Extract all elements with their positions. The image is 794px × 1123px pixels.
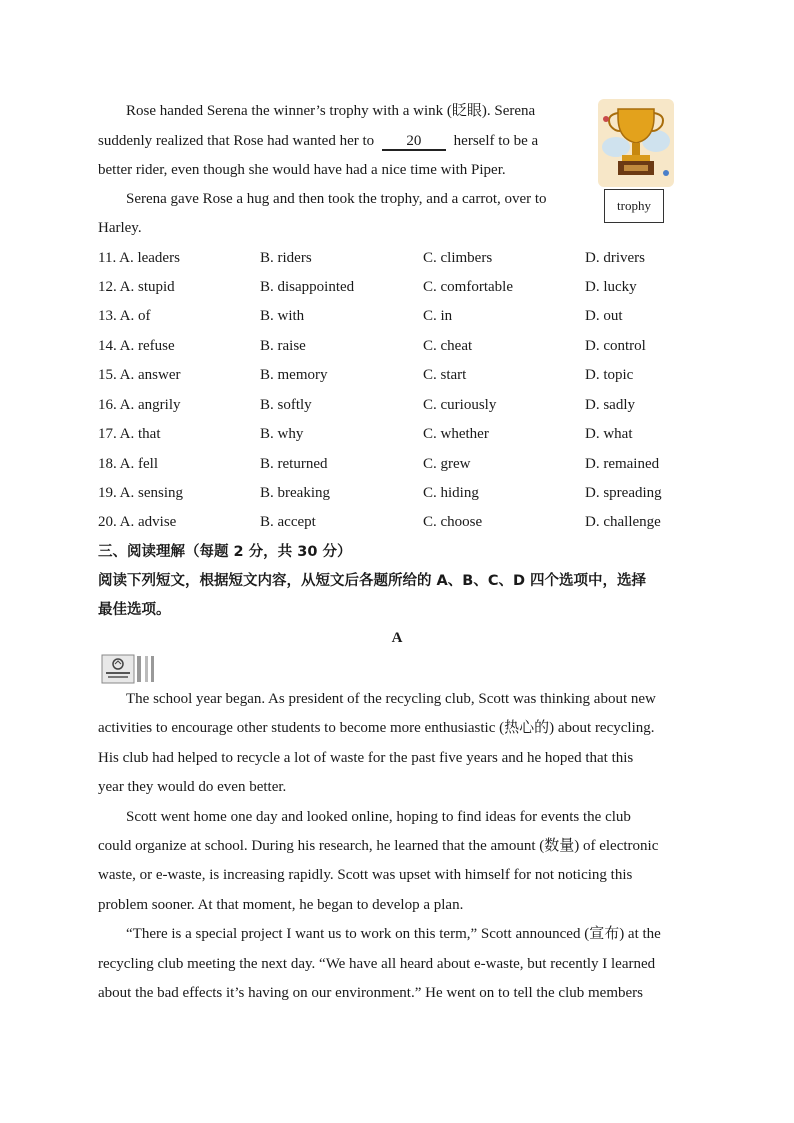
option-row	[98, 483, 698, 503]
option-row	[98, 248, 698, 268]
option-c: C. curiously	[423, 397, 497, 413]
section-instruction-2: 最佳选项。	[98, 602, 171, 618]
passage-line: problem sooner. At that moment, he began to develop a plan.	[98, 897, 464, 913]
passage-line: about the bad effects it’s having on our environment.” He went on to tell the club members	[98, 985, 643, 1001]
option-row	[98, 454, 698, 474]
option-a: 13. A. of	[98, 308, 151, 324]
option-c: C. choose	[423, 514, 483, 530]
option-a: 19. A. sensing	[98, 485, 184, 501]
story-line-2-end: herself to be a	[453, 133, 539, 149]
option-row	[98, 512, 698, 532]
option-c: C. climbers	[423, 250, 493, 266]
option-c: C. whether	[423, 426, 489, 442]
passage-label: A	[391, 630, 403, 646]
passage-line: “There is a special project I want us to work on this term,” Scott announced (宣布) at the	[126, 926, 661, 942]
option-d: D. out	[585, 308, 623, 324]
option-row	[98, 306, 698, 326]
passage-line: could organize at school. During his research, he learned that the amount (数量) of electronic	[98, 838, 659, 854]
trophy-caption: trophy	[604, 189, 664, 223]
option-c: C. comfortable	[423, 279, 513, 295]
option-d: D. lucky	[585, 279, 637, 295]
story-line-2-start: suddenly realized that Rose had wanted her to	[98, 133, 375, 149]
blank-20: 20	[382, 133, 446, 151]
option-d: D. remained	[585, 456, 660, 472]
option-row	[98, 395, 698, 415]
passage-line: waste, or e-waste, is increasing rapidly. Scott was upset with himself for not noticing this	[98, 867, 633, 883]
story-line-5: Harley.	[98, 220, 142, 236]
story-line-1: Rose handed Serena the winner’s trophy with a wink (眨眼). Serena	[126, 103, 536, 119]
option-d: D. challenge	[585, 514, 661, 530]
option-b: B. breaking	[260, 485, 330, 501]
option-row	[98, 365, 698, 385]
section-heading: 三、阅读理解（每题 2 分，共 30 分）	[98, 544, 352, 560]
option-a: 11. A. leaders	[98, 250, 180, 266]
option-c: C. hiding	[423, 485, 479, 501]
option-b: B. why	[260, 426, 304, 442]
passage-line: The school year began. As president of the recycling club, Scott was thinking about new	[126, 691, 656, 707]
option-a: 12. A. stupid	[98, 279, 175, 295]
option-row	[98, 424, 698, 444]
option-a: 14. A. refuse	[98, 338, 175, 354]
passage-line: His club had helped to recycle a lot of waste for the past five years and he hoped that this	[98, 750, 634, 766]
section-instruction-1: 阅读下列短文，根据短文内容，从短文后各题所给的 A、B、C、D 四个选项中，选择	[98, 573, 647, 589]
passage-line: Scott went home one day and looked online, hoping to find ideas for events the club	[126, 809, 631, 825]
option-c: C. grew	[423, 456, 471, 472]
option-b: B. raise	[260, 338, 306, 354]
option-a: 17. A. that	[98, 426, 161, 442]
option-b: B. returned	[260, 456, 328, 472]
option-c: C. in	[423, 308, 453, 324]
option-d: D. sadly	[585, 397, 635, 413]
option-b: B. with	[260, 308, 305, 324]
story-line-3: better rider, even though she would have had a nice time with Piper.	[98, 162, 506, 178]
option-a: 20. A. advise	[98, 514, 177, 530]
option-c: C. cheat	[423, 338, 473, 354]
option-b: B. memory	[260, 367, 328, 383]
option-d: D. topic	[585, 367, 634, 383]
story-line-4: Serena gave Rose a hug and then took the trophy, and a carrot, over to	[126, 191, 547, 207]
recycling-picture	[101, 654, 157, 684]
option-a: 18. A. fell	[98, 456, 158, 472]
option-d: D. drivers	[585, 250, 645, 266]
option-c: C. start	[423, 367, 467, 383]
option-d: D. spreading	[585, 485, 662, 501]
option-d: D. control	[585, 338, 646, 354]
option-b: B. accept	[260, 514, 316, 530]
trophy-picture	[596, 97, 676, 189]
passage-line: activities to encourage other students to become more enthusiastic (热心的) about recycling.	[98, 720, 655, 736]
option-row	[98, 277, 698, 297]
passage-line: recycling club meeting the next day. “We have all heard about e-waste, but recently I learned	[98, 956, 656, 972]
option-b: B. riders	[260, 250, 312, 266]
option-a: 16. A. angrily	[98, 397, 181, 413]
option-row	[98, 336, 698, 356]
option-a: 15. A. answer	[98, 367, 181, 383]
option-b: B. disappointed	[260, 279, 355, 295]
option-d: D. what	[585, 426, 633, 442]
story-line-2	[98, 131, 538, 151]
option-b: B. softly	[260, 397, 312, 413]
passage-line: year they would do even better.	[98, 779, 287, 795]
